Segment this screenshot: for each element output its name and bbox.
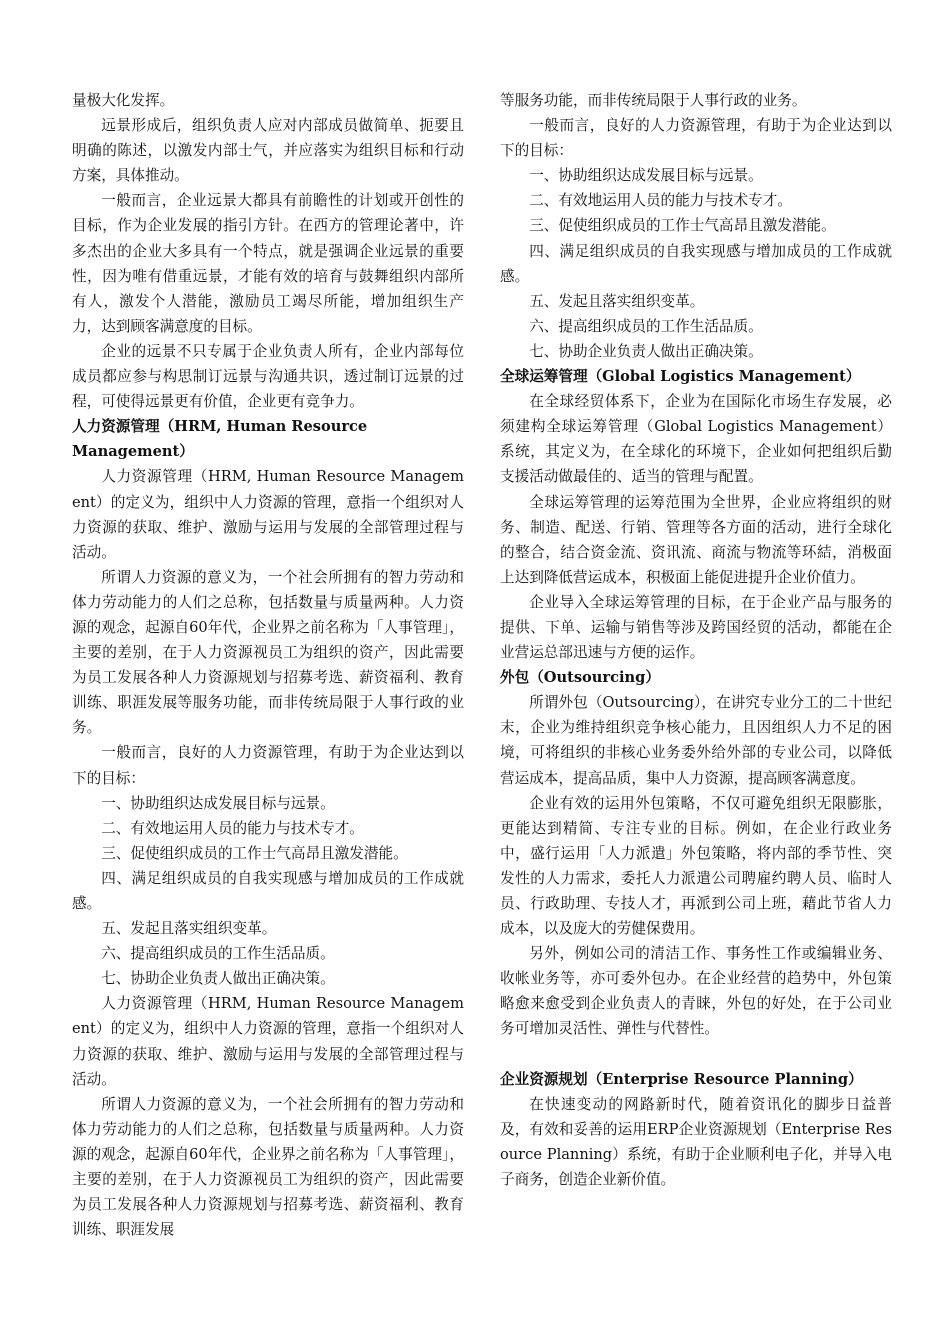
list-item: 七、协助企业负责人做出正确决策。 [101, 970, 335, 988]
section-heading-outsourcing: 外包（Outsourcing） [500, 669, 660, 687]
list-item: 三、促使组织成员的工作士气高昂且激发潜能。 [101, 844, 408, 862]
paragraph: 一般而言，良好的人力资源管理，有助于为企业达到以下的目标： [72, 744, 464, 787]
paragraph: 量极大化发挥。 [72, 92, 175, 109]
section-heading-hrm: 人力资源管理（HRM, Human Resource Management） [72, 418, 368, 461]
section-heading-erp: 企业资源规划（Enterprise Resource Planning） [500, 1070, 863, 1088]
paragraph: 人力资源管理（HRM, Human Resource Management）的定义为，组织中人力资源的管理，意指一个组织对人力资源的获取、维护、激励与运用与发展的全部管理过程与活动。 [72, 995, 464, 1088]
list-item: 一、协助组织达成发展目标与远景。 [101, 794, 335, 812]
list-item: 六、提高组织成员的工作生活品质。 [101, 945, 335, 963]
paragraph: 在快速变动的网路新时代，随着资讯化的脚步日益普及，有效和妥善的运用ERP企业资源规划（Enterprise Resource Planning）系统，有助于企业顺利电子化，并导入电子商务，创造企业新价值。 [500, 1095, 892, 1188]
list-item: 六、提高组织成员的工作生活品质。 [529, 317, 763, 335]
list-item: 二、有效地运用人员的能力与技术专才。 [101, 819, 364, 837]
paragraph: 企业导入全球运筹管理的目标，在于企业产品与服务的提供、下单、运输与销售等涉及跨国经贸的活动，都能在企业营运总部迅速与方便的运作。 [500, 593, 892, 662]
right-column [500, 88, 892, 1192]
list-item: 一、协助组织达成发展目标与远景。 [529, 167, 763, 185]
blank-line [500, 1042, 892, 1067]
paragraph: 一般而言，企业远景大都具有前瞻性的计划或开创性的目标，作为企业发展的指引方针。在西方的管理论著中，许多杰出的企业大多具有一个特点，就是强调企业远景的重要性，因为唯有借重远景，才能有效的培育与鼓舞组织内部所有人，激发个人潜能，激励员工竭尽所能，增加组织生产力，达到顾客满意度的目标。 [72, 192, 464, 335]
list-item: 四、满足组织成员的自我实现感与增加成员的工作成就感。 [72, 869, 464, 912]
paragraph: 另外，例如公司的清洁工作、事务性工作或编辑业务、收帐业务等，亦可委外包办。在企业经营的趋势中，外包策略愈来愈受到企业负责人的青睐，外包的好处，在于公司业务可增加灵活性、弹性与代替性。 [500, 945, 892, 1038]
paragraph: 人力资源管理（HRM, Human Resource Management）的定义为，组织中人力资源的管理，意指一个组织对人力资源的获取、维护、激励与运用与发展的全部管理过程与活动。 [72, 468, 464, 561]
list-item: 四、满足组织成员的自我实现感与增加成员的工作成就感。 [500, 242, 892, 285]
paragraph: 所谓人力资源的意义为，一个社会所拥有的智力劳动和体力劳动能力的人们之总称，包括数量与质量两种。人力资源的观念，起源自60年代，企业界之前名称为「人事管理」，主要的差别，在于人力资源视员工为组织的资产，因此需要为员工发展各种人力资源规划与招募考选、薪资福利、教育训练、职涯发展等服务功能，而非传统局限于人事行政的业务。 [72, 568, 464, 737]
paragraph: 等服务功能，而非传统局限于人事行政的业务。 [500, 92, 807, 109]
paragraph: 所谓外包（Outsourcing），在讲究专业分工的二十世纪末，企业为维持组织竞争核心能力，且因组织人力不足的困境，可将组织的非核心业务委外给外部的专业公司，以降低营运成本，提高品质，集中人力资源，提高顾客满意度。 [500, 694, 892, 787]
paragraph: 所谓人力资源的意义为，一个社会所拥有的智力劳动和体力劳动能力的人们之总称，包括数量与质量两种。人力资源的观念，起源自60年代，企业界之前名称为「人事管理」，主要的差别，在于人力资源视员工为组织的资产，因此需要为员工发展各种人力资源规划与招募考选、薪资福利、教育训练、职涯发展 [72, 1095, 464, 1239]
paragraph: 在全球经贸体系下，企业为在国际化市场生存发展，必须建构全球运筹管理（Global Logistics Management）系统，其定义为，在全球化的环境下，企业如何把组织后勤支援活动做最佳的、适当的管理与配置。 [500, 393, 892, 486]
paragraph: 企业有效的运用外包策略，不仅可避免组织无限膨胀，更能达到精简、专注专业的目标。例如，在企业行政业务中，盛行运用「人力派遣」外包策略，将内部的季节性、突发性的人力需求，委托人力派遣公司聘雇约聘人员、临时人员、行政助理、专技人才，再派到公司上班，藉此节省人力成本，以及庞大的劳健保费用。 [500, 794, 892, 938]
paragraph: 远景形成后，组织负责人应对内部成员做简单、扼要且明确的陈述，以激发内部士气，并应落实为组织目标和行动方案，具体推动。 [72, 117, 464, 185]
section-heading-global-logistics: 全球运筹管理（Global Logistics Management） [500, 368, 861, 386]
paragraph: 一般而言，良好的人力资源管理，有助于为企业达到以下的目标： [500, 117, 892, 160]
list-item: 五、发起且落实组织变革。 [101, 920, 277, 938]
list-item: 七、协助企业负责人做出正确决策。 [529, 342, 763, 360]
left-column [72, 88, 464, 1242]
paragraph: 全球运筹管理的运筹范围为全世界，企业应将组织的财务、制造、配送、行销、管理等各方面的活动，进行全球化的整合，结合资金流、资讯流、商流与物流等环結，消极面上达到降低营运成本，积极面上能促进提升企业价值力。 [500, 493, 892, 586]
list-item: 三、促使组织成员的工作士气高昂且激发潜能。 [529, 217, 836, 235]
paragraph: 企业的远景不只专属于企业负责人所有，企业内部每位成员都应参与构思制订远景与沟通共识，透过制订远景的过程，可使得远景更有价值，企业更有竞争力。 [72, 342, 464, 411]
list-item: 五、发起且落实组织变革。 [529, 292, 705, 310]
list-item: 二、有效地运用人员的能力与技术专才。 [529, 192, 792, 210]
